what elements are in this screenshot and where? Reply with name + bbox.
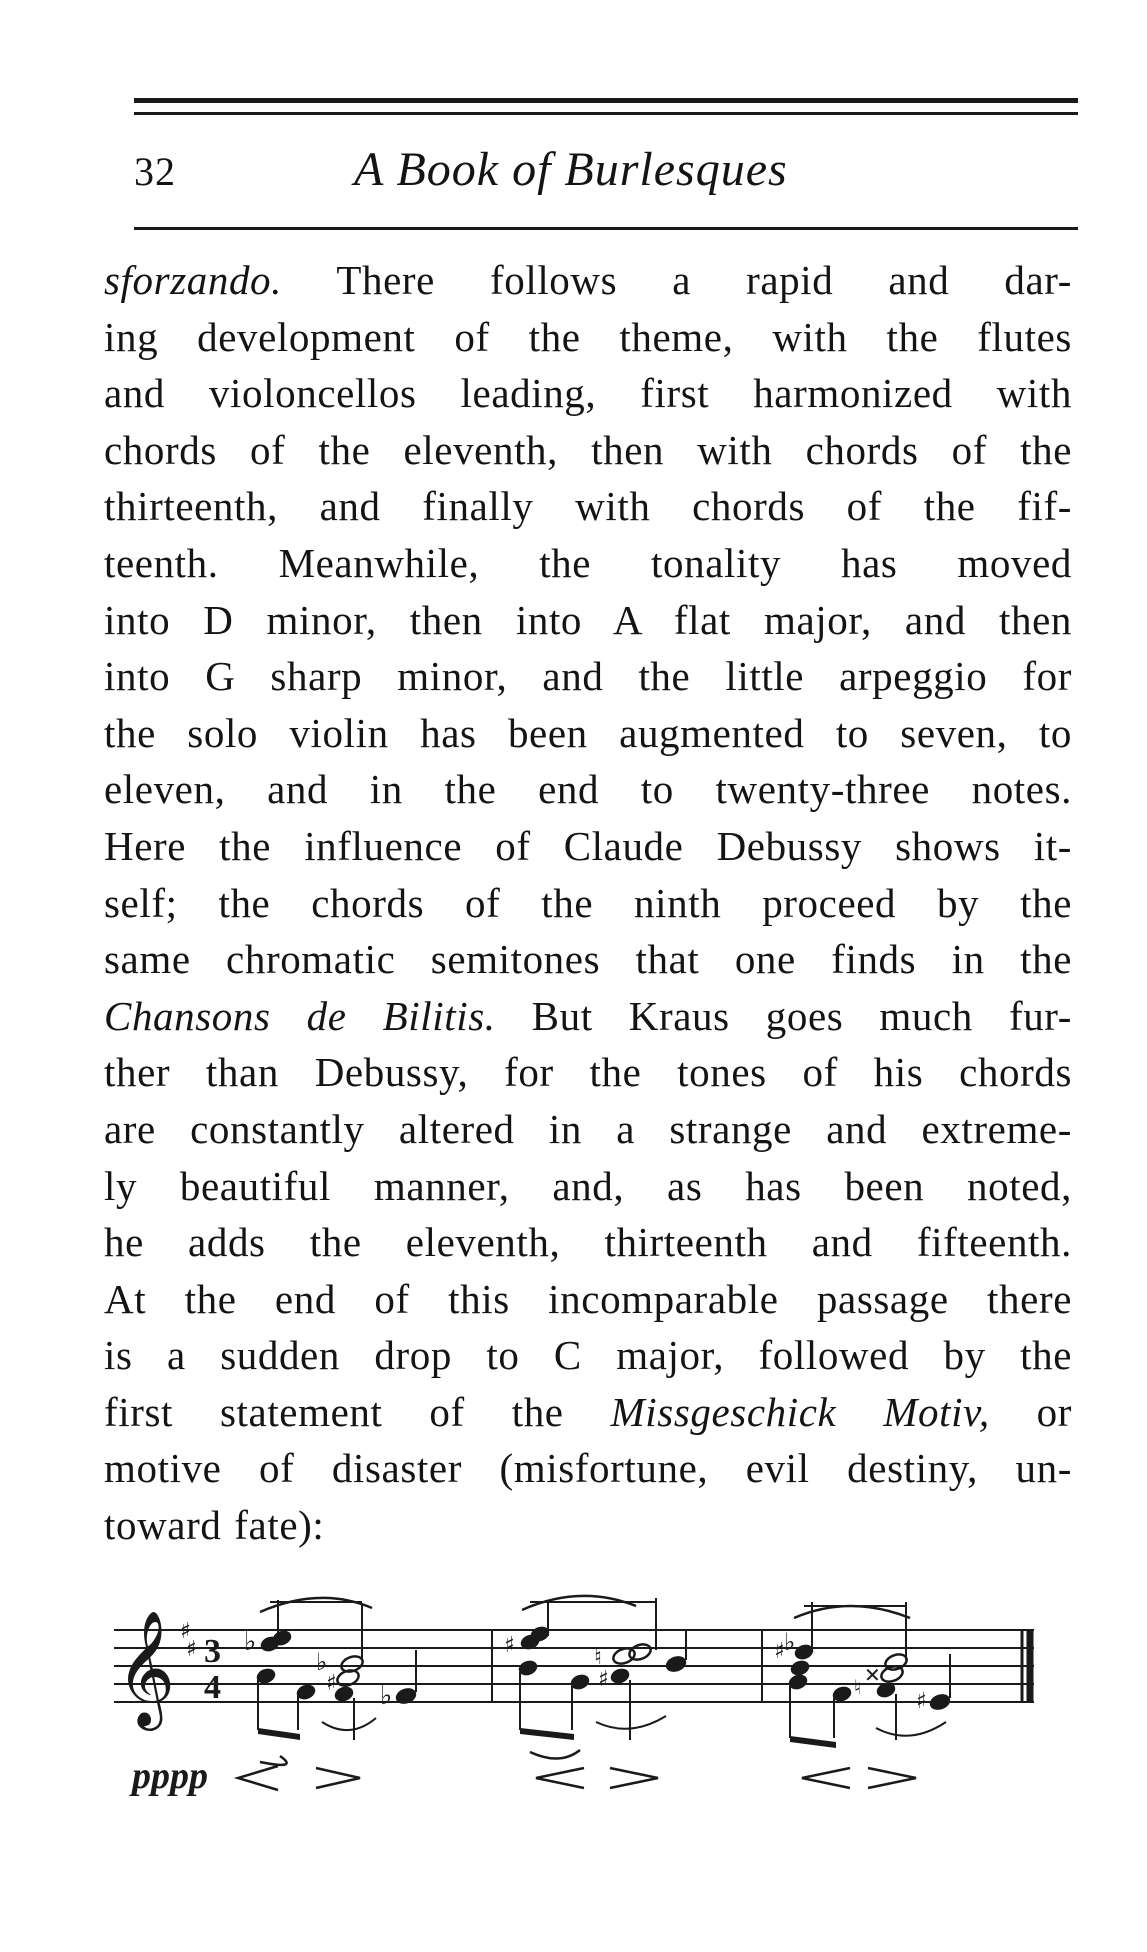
text-span: the solo violin has been augmented to seven, to (104, 709, 1072, 756)
measure-3-notes (774, 1602, 952, 1748)
text-line (104, 1440, 1072, 1497)
text-span: and violoncellos leading, first harmonized with (104, 370, 1072, 417)
text-span: chords of the eleventh, then with chords of the (104, 426, 1072, 473)
svg-text:♭: ♭ (316, 1648, 328, 1676)
svg-text:♭: ♭ (784, 1628, 796, 1656)
time-signature-top: 3 (204, 1633, 221, 1670)
text-span: he adds the eleventh, thirteenth and fifteenth. (104, 1219, 1072, 1266)
text-line (104, 309, 1072, 366)
key-signature (180, 1619, 197, 1662)
page-number: 32 (134, 149, 176, 194)
svg-text:♮: ♮ (594, 1645, 602, 1670)
measure-2-notes (504, 1596, 688, 1740)
text-line (104, 931, 1072, 988)
header-rule-thin (134, 112, 1078, 115)
text-line (104, 1101, 1072, 1158)
text-line (104, 422, 1072, 479)
svg-text:♭: ♭ (380, 1681, 393, 1711)
italic-text: Chansons de Bilitis. (104, 992, 496, 1039)
time-signature-bottom: 4 (204, 1669, 221, 1706)
text-span: Here the influence of Claude Debussy shows it- (104, 822, 1072, 869)
text-line (104, 592, 1072, 649)
body-paragraph (104, 252, 1072, 1554)
text-span: same chromatic semitones that one finds in the (104, 936, 1072, 983)
text-line (104, 1271, 1072, 1328)
text-span: ther than Debussy, for the tones of his chords (104, 1049, 1072, 1096)
text-line (104, 1214, 1072, 1271)
text-line (104, 988, 1072, 1045)
svg-text:♯: ♯ (180, 1619, 191, 1644)
text-span: are constantly altered in a strange and extreme- (104, 1105, 1072, 1152)
text-span: teenth. Meanwhile, the tonality has moved (104, 539, 1072, 586)
dynamic-marking: pppp (132, 1755, 208, 1797)
svg-text:✕: ✕ (864, 1663, 881, 1687)
text-span: self; the chords of the ninth proceed by the (104, 879, 1072, 926)
text-span: ing development of the theme, with the flutes (104, 313, 1072, 360)
running-head (134, 140, 1078, 210)
text-line (104, 478, 1072, 535)
text-line (104, 1497, 1072, 1554)
text-span: or (989, 1388, 1072, 1435)
svg-text:♯: ♯ (326, 1671, 337, 1696)
text-span: first statement of the (104, 1388, 611, 1435)
svg-text:♯: ♯ (504, 1633, 515, 1658)
text-line (104, 1158, 1072, 1215)
svg-text:♯: ♯ (774, 1639, 785, 1664)
text-span: ly beautiful manner, and, as has been noted, (104, 1162, 1072, 1209)
text-line (104, 1327, 1072, 1384)
text-span: into D minor, then into A flat major, and then (104, 596, 1072, 643)
text-span: toward fate): (104, 1502, 325, 1549)
running-head-rule (134, 227, 1078, 230)
text-line (104, 818, 1072, 875)
italic-text: Missgeschick Motiv, (610, 1388, 990, 1435)
header-rule-thick (134, 98, 1078, 103)
text-span: into G sharp minor, and the little arpeggio for (104, 653, 1072, 700)
text-span: eleven, and in the end to twenty-three notes. (104, 766, 1072, 813)
text-line (104, 1384, 1072, 1441)
treble-clef-icon: 𝄞 (116, 1609, 176, 1726)
text-span: There follows a rapid and dar- (282, 257, 1072, 303)
book-title: A Book of Burlesques (354, 143, 788, 196)
text-line (104, 761, 1072, 818)
svg-text:♯: ♯ (598, 1667, 609, 1692)
hairpins (238, 1750, 916, 1790)
text-line (104, 648, 1072, 705)
text-span: But Kraus goes much fur- (495, 992, 1072, 1039)
svg-text:♮: ♮ (854, 1675, 862, 1699)
music-excerpt (110, 1590, 1050, 1830)
text-span: motive of disaster (misfortune, evil destiny, un- (104, 1445, 1072, 1492)
text-line (104, 705, 1072, 762)
svg-text:♭: ♭ (244, 1627, 257, 1657)
text-line (104, 365, 1072, 422)
text-line (104, 875, 1072, 932)
svg-text:♯: ♯ (186, 1637, 197, 1662)
svg-text:♯: ♯ (916, 1689, 927, 1714)
text-span: At the end of this incomparable passage there (104, 1275, 1072, 1322)
measure-1-notes (244, 1598, 418, 1740)
text-line (104, 535, 1072, 592)
text-span: is a sudden drop to C major, followed by the (104, 1332, 1072, 1379)
text-line (104, 252, 1072, 309)
text-span: thirteenth, and finally with chords of the fif- (104, 483, 1072, 530)
italic-text: sforzando. (104, 257, 283, 303)
text-line (104, 1044, 1072, 1101)
